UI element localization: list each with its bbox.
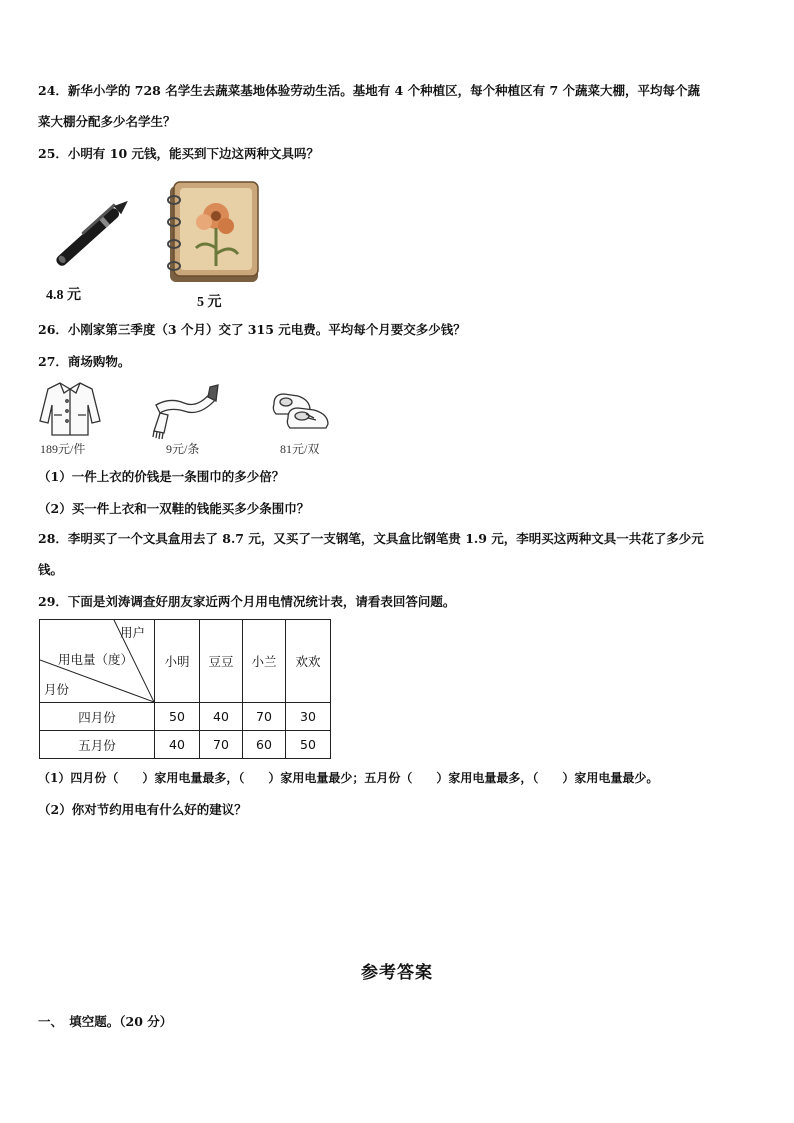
- pen-icon: [44, 186, 144, 278]
- table-cell: 50: [286, 731, 331, 759]
- notebook-icon: [160, 178, 264, 286]
- jacket-price: 189元/件: [40, 442, 86, 456]
- table-cell: 40: [200, 703, 243, 731]
- table-cell: 60: [243, 731, 286, 759]
- jacket-icon: [38, 379, 102, 439]
- question-27-sub1: （1）一件上衣的价钱是一条围巾的多少倍？: [38, 469, 285, 484]
- table-cell: 40: [155, 731, 200, 759]
- electricity-usage-table: [39, 619, 331, 759]
- corner-label-month: 月份: [44, 682, 70, 697]
- notebook-price: 5 元: [197, 295, 222, 310]
- question-29-sub1: （1）四月份（ ）家用电量最多，（ ）家用电量最少；五月份（ ）家用电量最多，（ ）家用电量最少。: [38, 771, 659, 785]
- scarf-icon: [150, 381, 220, 441]
- pen-price: 4.8 元: [46, 288, 81, 303]
- question-29-sub2: （2）你对节约用电有什么好的建议？: [38, 802, 247, 817]
- answers-section-1: 一、 填空题。（20 分）: [38, 1014, 173, 1029]
- question-24-line1: 24．新华小学的 728 名学生去蔬菜基地体验劳动生活。基地有 4 个种植区，每个种植区有 7 个蔬菜大棚，平均每个蔬: [38, 83, 700, 98]
- table-row: [40, 731, 331, 759]
- column-header: 欢欢: [286, 620, 331, 703]
- row-label: 四月份: [40, 703, 155, 731]
- question-27-sub2: （2）买一件上衣和一双鞋的钱能买多少条围巾？: [38, 501, 310, 516]
- table-cell: 70: [200, 731, 243, 759]
- table-corner-cell: [40, 620, 155, 703]
- table-cell: 70: [243, 703, 286, 731]
- table-cell: 50: [155, 703, 200, 731]
- shoes-price: 81元/双: [280, 442, 320, 456]
- corner-label-usage: 用电量（度）: [58, 652, 134, 667]
- question-24-line2: 菜大棚分配多少名学生？: [38, 114, 176, 129]
- row-label: 五月份: [40, 731, 155, 759]
- question-26: 26．小刚家第三季度（3 个月）交了 315 元电费。平均每个月要交多少钱？: [38, 322, 466, 337]
- column-header: 豆豆: [200, 620, 243, 703]
- question-28-line1: 28．李明买了一个文具盒用去了 8.7 元，又买了一支钢笔，文具盒比钢笔贵 1.9 元，李明买这两种文具一共花了多少元: [38, 531, 704, 546]
- shoes-icon: [270, 388, 334, 438]
- table-row: [40, 703, 331, 731]
- column-header: 小兰: [243, 620, 286, 703]
- question-28-line2: 钱。: [38, 562, 64, 577]
- question-29: 29．下面是刘涛调查好朋友家近两个月用电情况统计表，请看表回答问题。: [38, 594, 456, 609]
- column-header: 小明: [155, 620, 200, 703]
- question-27: 27．商场购物。: [38, 354, 131, 369]
- corner-label-user: 用户: [120, 625, 146, 640]
- answers-heading: 参考答案: [361, 963, 433, 983]
- question-25: 25．小明有 10 元钱，能买到下边这两种文具吗？: [38, 146, 319, 161]
- table-cell: 30: [286, 703, 331, 731]
- scarf-price: 9元/条: [166, 442, 200, 456]
